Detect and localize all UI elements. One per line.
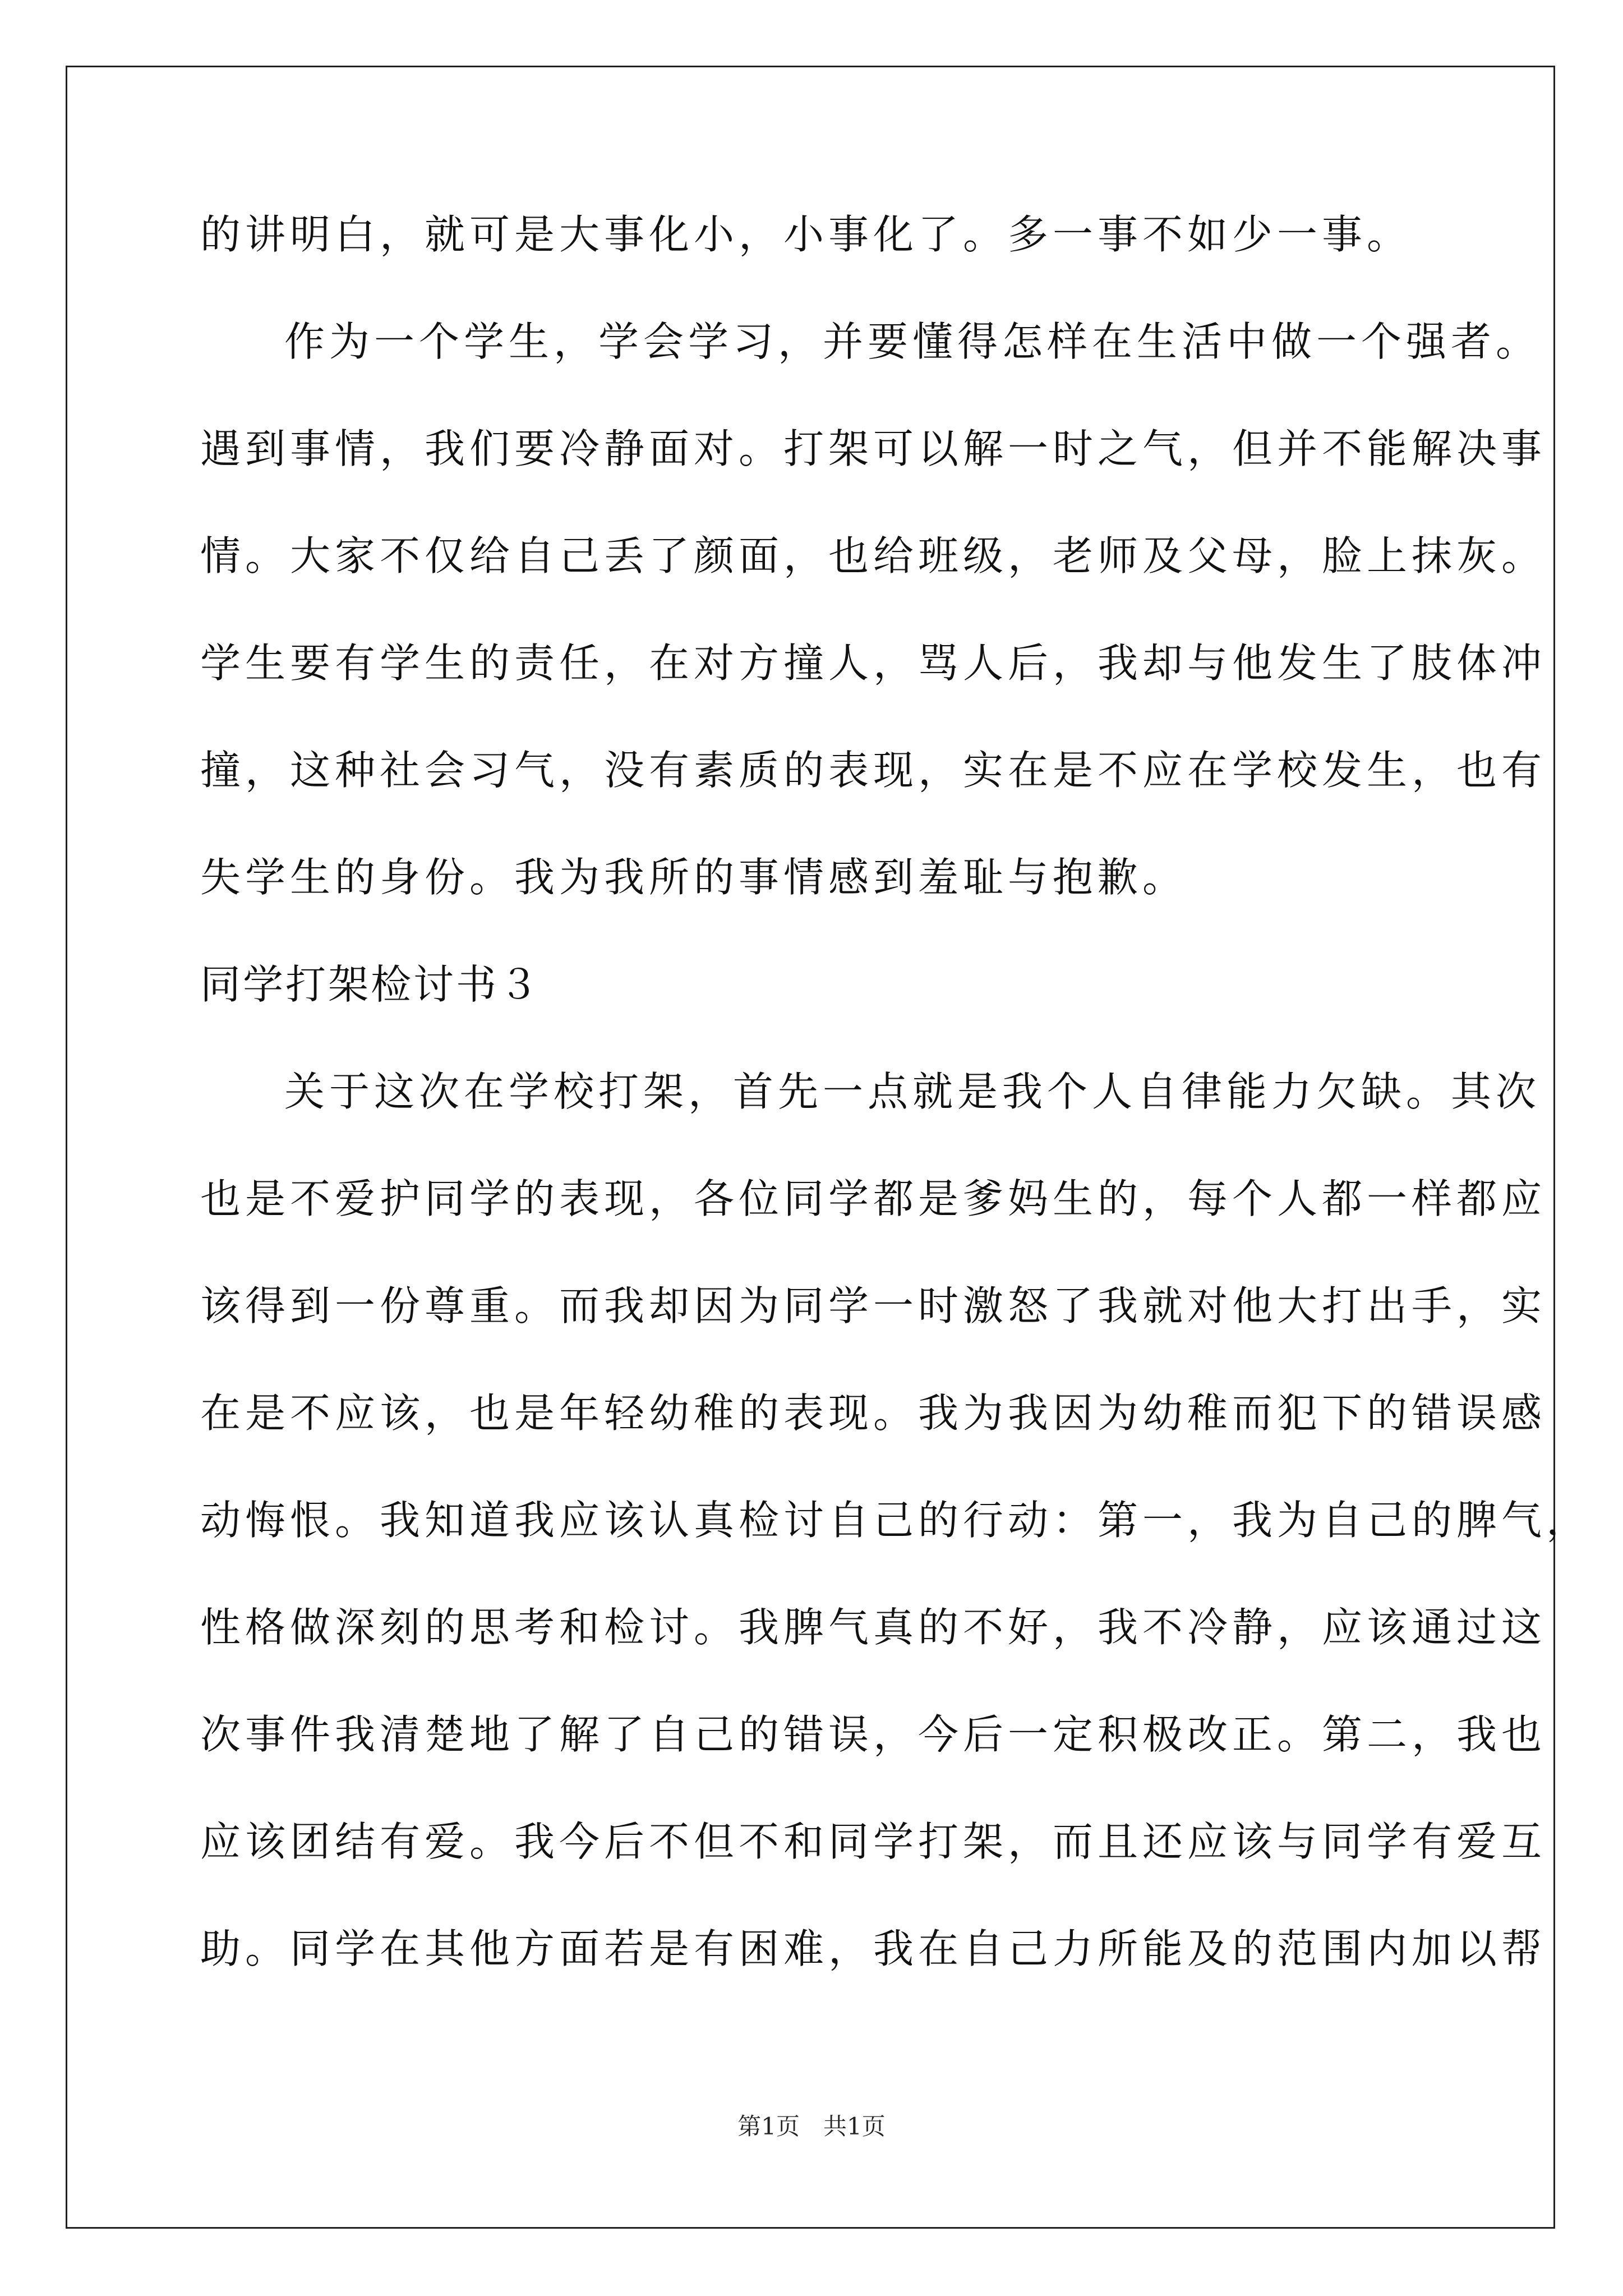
section-heading: 同学打架检讨书３ bbox=[200, 961, 542, 1008]
paragraph-line: 次事件我清楚地了解了自己的错误，今后一定积极改正。第二，我也 bbox=[200, 1711, 1547, 1758]
paragraph-line: 的讲明白，就可是大事化小，小事化了。多一事不如少一事。 bbox=[200, 211, 1412, 258]
paragraph-line: 遇到事情，我们要冷静面对。打架可以解一时之气，但并不能解决事 bbox=[200, 425, 1547, 472]
paragraph-line: 作为一个学生，学会学习，并要懂得怎样在生活中做一个强者。 bbox=[284, 318, 1541, 365]
paragraph-line: 关于这次在学校打架，首先一点就是我个人自律能力欠缺。其次 bbox=[284, 1068, 1541, 1115]
paragraph-line: 撞，这种社会习气，没有素质的表现，实在是不应在学校发生，也有 bbox=[200, 747, 1547, 794]
paragraph-line: 助。同学在其他方面若是有困难，我在自己力所能及的范围内加以帮 bbox=[200, 1925, 1547, 1972]
paragraph-line: 应该团结有爱。我今后不但不和同学打架，而且还应该与同学有爱互 bbox=[200, 1818, 1547, 1865]
paragraph-line: 性格做深刻的思考和检讨。我脾气真的不好，我不冷静，应该通过这 bbox=[200, 1604, 1547, 1651]
document-body bbox=[200, 208, 1592, 2029]
paragraph-line: 学生要有学生的责任，在对方撞人，骂人后，我却与他发生了肢体冲 bbox=[200, 639, 1547, 687]
paragraph-line: 情。大家不仅给自己丢了颜面，也给班级，老师及父母，脸上抹灰。 bbox=[200, 532, 1547, 579]
paragraph-line: 在是不应该，也是年轻幼稚的表现。我为我因为幼稚而犯下的错误感 bbox=[200, 1389, 1547, 1437]
paragraph-line: 动悔恨。我知道我应该认真检讨自己的行动：第一，我为自己的脾气， bbox=[200, 1497, 1592, 1544]
page-number-footer: 第1页 共1页 bbox=[737, 2113, 886, 2140]
paragraph-line: 该得到一份尊重。而我却因为同学一时激怒了我就对他大打出手，实 bbox=[200, 1282, 1547, 1329]
paragraph-line: 也是不爱护同学的表现，各位同学都是爹妈生的，每个人都一样都应 bbox=[200, 1175, 1547, 1222]
paragraph-line: 失学生的身份。我为我所的事情感到羞耻与抱歉。 bbox=[200, 854, 1188, 901]
